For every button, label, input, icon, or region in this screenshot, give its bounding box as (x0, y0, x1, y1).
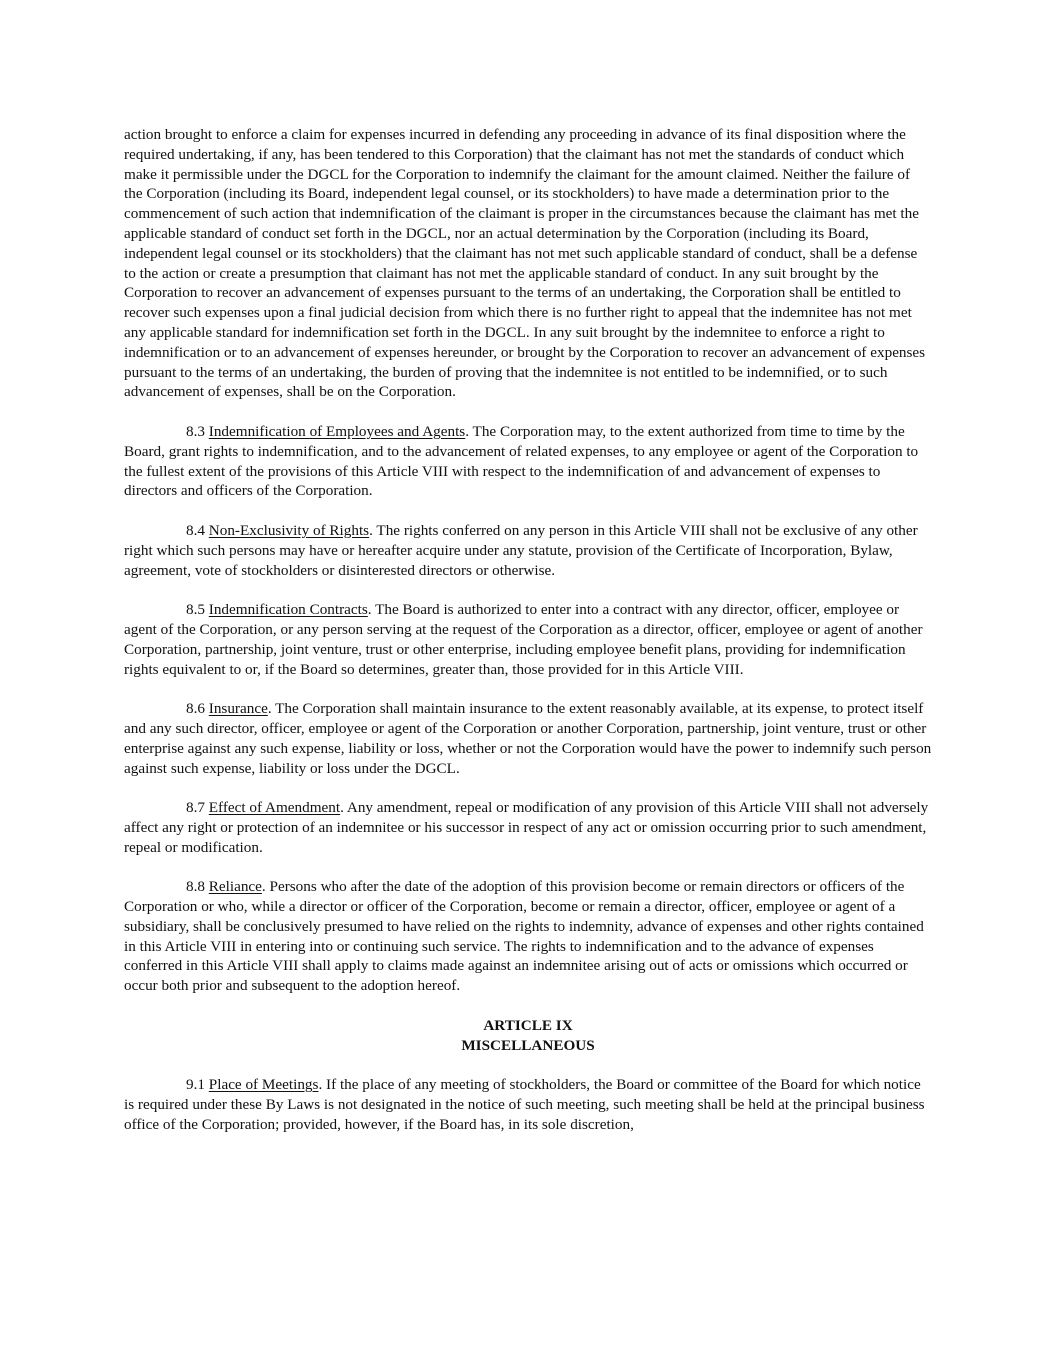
section-title: Place of Meetings (208, 1076, 319, 1094)
section-title: Reliance (208, 878, 262, 896)
section-title: Indemnification Contracts (208, 601, 368, 619)
section-8-8 (124, 877, 932, 996)
section-8-6 (124, 699, 932, 778)
section-number: 8.3 (186, 422, 209, 440)
section-number: 8.5 (186, 601, 209, 619)
section-9-1 (124, 1075, 932, 1134)
section-title: Non-Exclusivity of Rights (208, 521, 370, 539)
section-body: . If the place of any meeting of stockholders, the Board or committee of the Board for which notice is required under these By Laws is not designated in the notice of such meeting, such meeting shall be held at the principal business office of the Corporation; provided, however, if the Board has, in its sole discretion, (124, 1076, 925, 1133)
section-body: . The Board is authorized to enter into a contract with any director, officer, employee or agent of the Corporation, or any person serving at the request of the Corporation as a director, officer, employee or agent of another Corporation, partnership, joint venture, trust or other enterprise, including employee benefit plans, providing for indemnification rights equivalent to or, if the Board so determines, greater than, those provided for in this Article VIII. (124, 601, 923, 678)
section-body: . Any amendment, repeal or modification of any provision of this Article VIII shall not adversely affect any right or protection of an indemnitee or his successor in respect of any act or omission occurring prior to such amendment, repeal or modification. (124, 799, 929, 856)
section-8-7 (124, 798, 932, 857)
section-8-5 (124, 600, 932, 679)
article-number: ARTICLE IX (483, 1016, 573, 1034)
section-8-3 (124, 422, 932, 501)
section-title: Insurance (208, 700, 268, 718)
section-title: Indemnification of Employees and Agents (208, 422, 466, 440)
article-heading (124, 1016, 932, 1056)
section-body: . The Corporation shall maintain insurance to the extent reasonably available, at its expense, to protect itself and any such director, officer, employee or agent of the Corporation or another Corporation, partnership, joint venture, trust or other enterprise against any such expense, liability or loss, whether or not the Corporation would have the power to indemnify such person against such expense, liability or loss under the DGCL. (124, 700, 932, 777)
section-title: Effect of Amendment (208, 799, 341, 817)
section-number: 9.1 (186, 1076, 209, 1094)
section-8-4 (124, 521, 932, 580)
document-page (124, 125, 932, 1154)
section-number: 8.6 (186, 700, 209, 718)
section-body: . The rights conferred on any person in this Article VIII shall not be exclusive of any other right which such persons may have or hereafter acquire under any statute, provision of the Certificate of Incorporation, Bylaw, agreement, vote of stockholders or disinterested directors or otherwise. (124, 521, 918, 579)
continuation-paragraph: action brought to enforce a claim for expenses incurred in defending any proceeding in advance of its final disposition where the required undertaking, if any, has been tendered to this Corporation) that the claimant has not met the standards of conduct which make it permissible under the DGCL for the Corporation to indemnify the claimant for the amount claimed. Neither the failure of the Corporation (including its Board, independent legal counsel, or its stockholders) to have made a determination prior to the commencement of such action that indemnification of the claimant is proper in the circumstances because the claimant has met the applicable standard of conduct set forth in the DGCL, nor an actual determination by the Corporation (including its Board, independent legal counsel or its stockholders) that the claimant has not met such applicable standard of conduct, shall be a defense to the action or create a presumption that claimant has not met the applicable standard of conduct. In any suit brought by the Corporation to recover an advancement of expenses pursuant to the terms of an undertaking, the Corporation shall be entitled to recover such expenses upon a final judicial decision from which there is no further right to appeal that the indemnitee has not met any applicable standard for indemnification set forth in the DGCL. In any suit brought by the indemnitee to enforce a right to indemnification or to an advancement of expenses hereunder, or brought by the Corporation to recover an advancement of expenses pursuant to the terms of an undertaking, the burden of proving that the indemnitee is not entitled to be indemnified, or to such advancement of expenses, shall be on the Corporation. (124, 126, 926, 401)
section-number: 8.7 (186, 799, 209, 817)
section-body: . Persons who after the date of the adoption of this provision become or remain directors or officers of the Corporation or who, while a director or officer of the Corporation, become or remain a director, officer, employee or agent of a subsidiary, shall be conclusively presumed to have relied on the rights to indemnity, advance of expenses and other rights contained in this Article VIII in entering into or continuing such service. The rights to indemnification and to the advance of expenses conferred in this Article VIII shall apply to claims made against an indemnitee arising out of acts or omissions which occurred or occur both prior and subsequent to the adoption hereof. (124, 878, 924, 995)
section-number: 8.8 (186, 878, 209, 896)
section-number: 8.4 (186, 521, 209, 539)
section-body: . The Corporation may, to the extent authorized from time to time by the Board, grant rights to indemnification, and to the advancement of related expenses, to any employee or agent of the Corporation to the fullest extent of the provisions of this Article VIII with respect to the indemnification of and advancement of expenses to directors and officers of the Corporation. (124, 422, 919, 500)
article-title: MISCELLANEOUS (461, 1036, 595, 1054)
